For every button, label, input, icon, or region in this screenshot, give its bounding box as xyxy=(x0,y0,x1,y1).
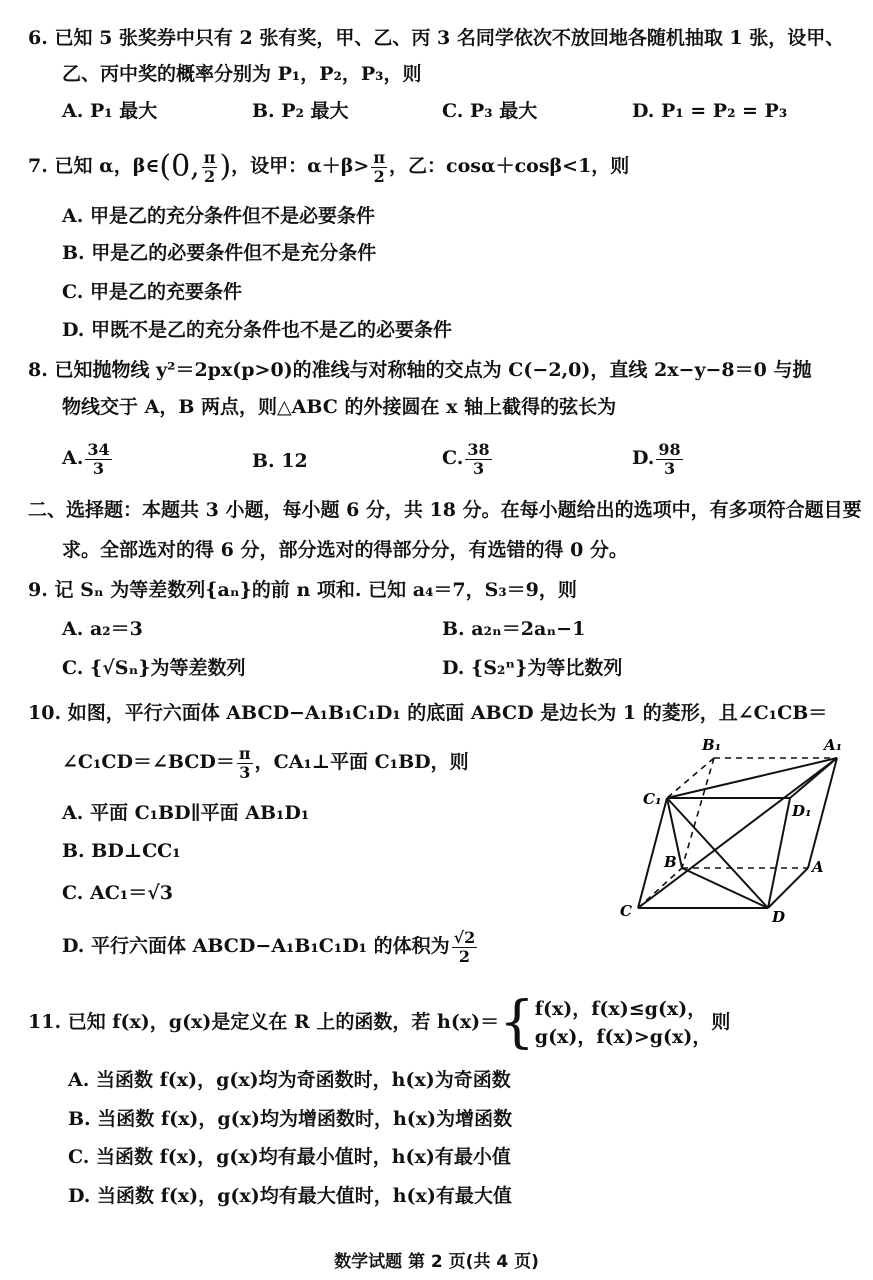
q10-option-a: A. 平面 C₁BD∥平面 AB₁D₁ xyxy=(62,802,310,824)
q9-option-d: D. {S₂ⁿ}为等比数列 xyxy=(442,657,623,679)
q7-stem-b: ，设甲：α＋β> xyxy=(231,155,370,177)
q9-number: 9. xyxy=(28,579,48,601)
q8-option-c: C. $\frac{38}{3}$ xyxy=(442,439,490,478)
q7-stem xyxy=(28,146,629,187)
label-c1: C₁ xyxy=(643,790,662,808)
section2-line2: 求。全部选对的得 6 分，部分选对的得部分分，有选错的得 0 分。 xyxy=(62,539,628,561)
q10-stem-1: 如图，平行六面体 ABCD−A₁B₁C₁D₁ 的底面 ABCD 是边长为 1 的菱形，且∠C₁CB＝ xyxy=(67,702,828,724)
q7-pi-over-2-b: $\frac{\pi}{2}$ xyxy=(373,147,386,186)
q10-option-b: B. BD⊥CC₁ xyxy=(62,840,181,862)
q7-number: 7. xyxy=(28,155,48,177)
q7-pi-over-2-a: $\frac{\pi}{2}$ xyxy=(203,147,216,186)
q11-stem xyxy=(28,990,731,1055)
q10-pi-over-3: $\frac{\pi}{3}$ xyxy=(238,743,251,782)
q10-stem-2b: ，CA₁⊥平面 C₁BD，则 xyxy=(254,751,469,773)
q11-option-a: A. 当函数 f(x)，g(x)均为奇函数时，h(x)为奇函数 xyxy=(68,1069,511,1091)
q8-option-d: D. $\frac{98}{3}$ xyxy=(632,439,681,478)
label-b1: B₁ xyxy=(702,736,722,754)
q10-stem-line2 xyxy=(62,742,469,782)
q7-stem-a: 已知 α，β∈ xyxy=(54,155,160,177)
page-footer: 数学试题 第 2 页(共 4 页) xyxy=(334,1252,539,1272)
q10-stem-line1 xyxy=(28,700,827,726)
q11-left-brace: { xyxy=(499,990,535,1055)
q11-piecewise xyxy=(535,995,712,1051)
edge-a1-a xyxy=(808,758,837,868)
edge-d1-d xyxy=(768,798,790,908)
q11-option-b: B. 当函数 f(x)，g(x)均为增函数时，h(x)为增函数 xyxy=(68,1108,513,1130)
q9-option-c: C. {√Sₙ}为等差数列 xyxy=(62,657,246,679)
q11-option-c: C. 当函数 f(x)，g(x)均有最小值时，h(x)有最小值 xyxy=(68,1146,511,1168)
segment-c1-d xyxy=(667,798,768,908)
q10-stem-2a: ∠C₁CD＝∠BCD＝ xyxy=(62,751,235,773)
q11-number: 11. xyxy=(28,1011,62,1033)
q10-option-c: C. AC₁＝√3 xyxy=(62,882,173,904)
q9-option-a: A. a₂＝3 xyxy=(62,618,143,640)
label-a1: A₁ xyxy=(824,736,843,754)
q6-stem-line1 xyxy=(28,25,844,51)
q6-number: 6. xyxy=(28,27,48,49)
section2-line1: 二、选择题：本题共 3 小题，每小题 6 分，共 18 分。在每小题给出的选项中，有多项符合题目要 xyxy=(28,499,862,521)
q11-stem-b: 则 xyxy=(711,1011,731,1033)
q7-interval-right: ) xyxy=(219,149,232,184)
label-d1: D₁ xyxy=(792,802,812,820)
q6-stem-1: 已知 5 张奖券中只有 2 张有奖，甲、乙、丙 3 名同学依次不放回地各随机抽取 1 张，设甲、 xyxy=(54,27,845,49)
q7-stem-c: ，乙：cosα＋cosβ<1，则 xyxy=(389,155,630,177)
q6-option-a: A. P₁ 最大 xyxy=(62,100,158,122)
q8-stem-line1 xyxy=(28,357,811,383)
q8-number: 8. xyxy=(28,359,48,381)
q11-case-2: g(x)，f(x)>g(x)， xyxy=(534,1026,712,1048)
q8-option-b: B. 12 xyxy=(252,450,308,472)
q8-option-a: A. $\frac{34}{3}$ xyxy=(62,439,110,478)
segment-b-d xyxy=(682,868,768,908)
q7-option-a: A. 甲是乙的充分条件但不是必要条件 xyxy=(62,205,375,227)
q6-option-b: B. P₂ 最大 xyxy=(252,100,349,122)
label-c: C xyxy=(620,902,632,920)
q6-option-d: D. P₁ = P₂ = P₃ xyxy=(632,100,788,122)
q7-option-b: B. 甲是乙的必要条件但不是充分条件 xyxy=(62,242,377,264)
q9-stem xyxy=(28,577,577,603)
q7-interval-left: (0, xyxy=(159,149,200,184)
q10-number: 10. xyxy=(28,702,62,724)
hidden-edge-b1-b xyxy=(682,758,714,868)
q11-option-d: D. 当函数 f(x)，g(x)均有最大值时，h(x)有最大值 xyxy=(68,1185,512,1207)
q6-stem-2: 乙、丙中奖的概率分别为 P₁，P₂，P₃，则 xyxy=(62,63,422,85)
q11-case-1: f(x)，f(x)≤g(x)， xyxy=(534,998,707,1020)
q11-stem-a: 已知 f(x)，g(x)是定义在 R 上的函数，若 h(x)＝ xyxy=(67,1011,500,1033)
label-d: D xyxy=(772,908,786,926)
q7-option-d: D. 甲既不是乙的充分条件也不是乙的必要条件 xyxy=(62,319,453,341)
q9-stem-text: 记 Sₙ 为等差数列{aₙ}的前 n 项和. 已知 a₄＝7，S₃＝9，则 xyxy=(54,579,577,601)
q8-stem-2: 物线交于 A，B 两点，则△ABC 的外接圆在 x 轴上截得的弦长为 xyxy=(62,396,617,418)
q10-option-d: D. 平行六面体 ABCD−A₁B₁C₁D₁ 的体积为 $\frac{√2}{2}$ xyxy=(62,927,476,966)
label-a: A xyxy=(812,858,824,876)
q8-stem-1: 已知抛物线 y²＝2px(p>0)的准线与对称轴的交点为 C(−2,0)，直线 2x−y−8＝0 与抛 xyxy=(54,359,812,381)
q10-parallelepiped-figure xyxy=(610,730,860,930)
edge-c1-c xyxy=(638,798,667,908)
q7-option-c: C. 甲是乙的充要条件 xyxy=(62,281,243,303)
q6-option-c: C. P₃ 最大 xyxy=(442,100,538,122)
label-b: B xyxy=(664,853,677,871)
q9-option-b: B. a₂ₙ＝2aₙ−1 xyxy=(442,618,586,640)
